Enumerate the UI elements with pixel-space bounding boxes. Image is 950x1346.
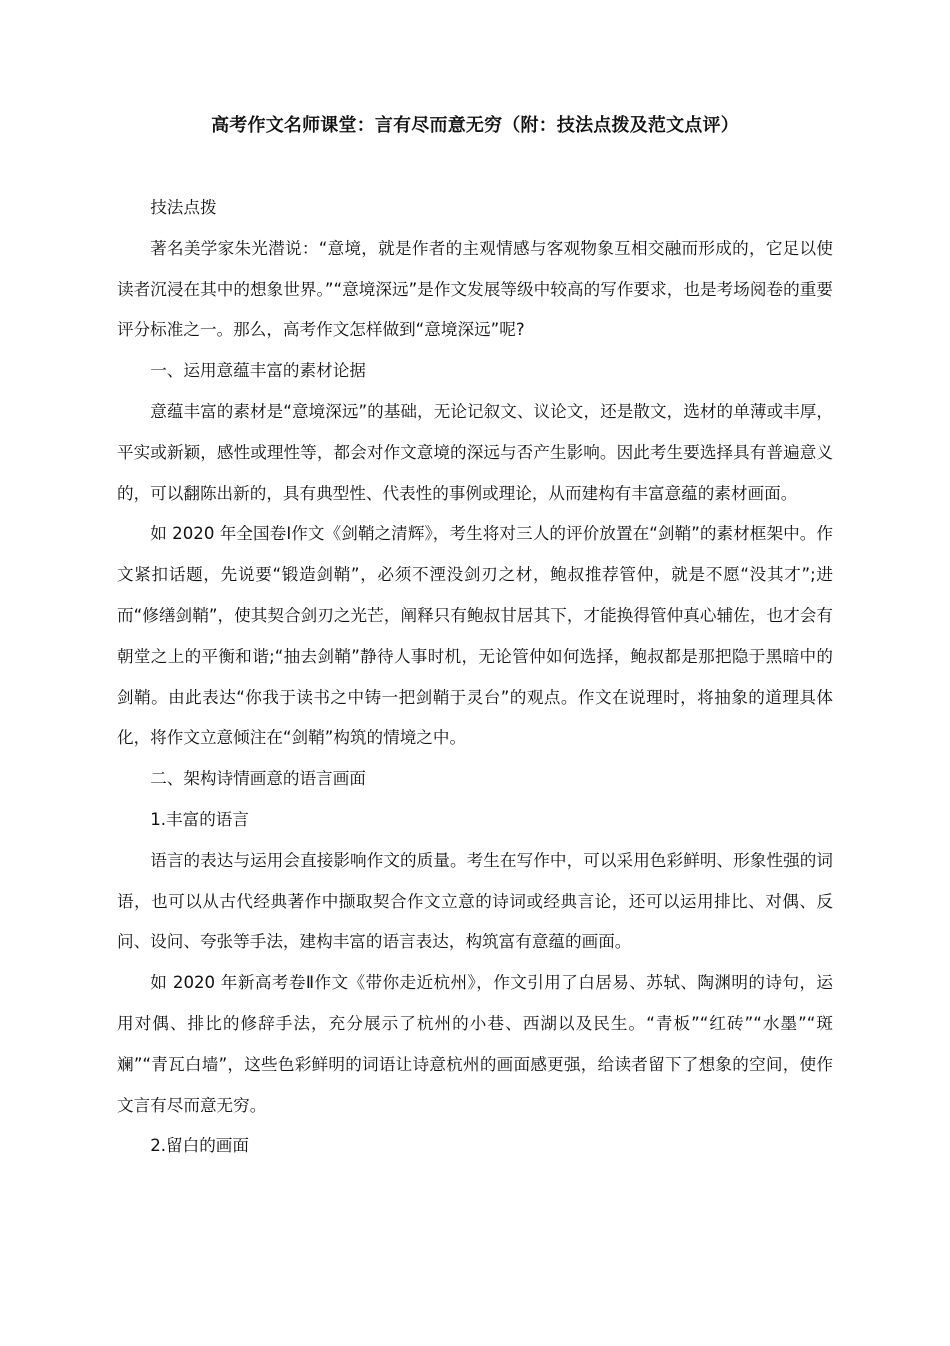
section-label-tips: 技法点拨 (150, 198, 217, 217)
example-paragraph: 如 2020 年新高考卷Ⅱ作文《带你走近杭州》，作文引用了白居易、苏轼、陶渊明的诗句，运用对偶、排比的修辞手法，充分展示了杭州的小巷、西湖以及民生。“青板”“红砖”“水墨”“斑斓”“青瓦白墙”，这些色彩鲜明的词语让诗意杭州的画面感更强，给读者留下了想象的空间，使作文言有尽而意无穷。 (117, 973, 833, 1115)
heading-section-1: 一、运用意蕴丰富的素材论据 (150, 361, 366, 381)
body-paragraph: 意蕴丰富的素材是“意境深远”的基础，无论记叙文、议论文，还是散文，选材的单薄或丰厚，平实或新颖，感性或理性等，都会对作文意境的深远与否产生影响。因此考生要选择具有普遍意义的，可以翻陈出新的，具有典型性、代表性的事例或理论，从而建构有丰富意蕴的素材画面。 (117, 401, 833, 503)
intro-paragraph: 著名美学家朱光潜说：“意境，就是作者的主观情感与客观物象互相交融而形成的，它足以使读者沉浸在其中的想象世界。”“意境深远”是作文发展等级中较高的写作要求，也是考场阅卷的重要评分标准之一。那么，高考作文怎样做到“意境深远”呢? (117, 238, 833, 340)
subheading-rich-language: 1.丰富的语言 (150, 809, 249, 829)
heading-section-2: 二、架构诗情画意的语言画面 (150, 769, 366, 789)
example-paragraph: 如 2020 年全国卷Ⅰ作文《剑鞘之清辉》，考生将对三人的评价放置在“剑鞘”的素材框架中。作文紧扣话题，先说要“锻造剑鞘”，必须不湮没剑刃之材，鲍叔推荐管仲，就是不愿“没其才”;进而“修缮剑鞘”，使其契合剑刃之光芒，阐释只有鲍叔甘居其下，才能换得管仲真心辅佐，也才会有朝堂之上的平衡和谐;“抽去剑鞘”静待人事时机，无论管仲如何选择，鲍叔都是那把隐于黑暗中的剑鞘。由此表达“你我于读书之中铸一把剑鞘于灵台”的观点。作文在说理时，将抽象的道理具体化，将作文立意倾注在“剑鞘”构筑的情境之中。 (117, 524, 833, 748)
subheading-blank-picture: 2.留白的画面 (150, 1136, 249, 1156)
document-body (117, 188, 833, 1167)
document-title: 高考作文名师课堂：言有尽而意无穷（附：技法点拨及范文点评） (211, 115, 739, 136)
body-paragraph: 语言的表达与运用会直接影响作文的质量。考生在写作中，可以采用色彩鲜明、形象性强的词语，也可以从古代经典著作中撷取契合作文立意的诗词或经典言论，还可以运用排比、对偶、反问、设问、夸张等手法，建构丰富的语言表达，构筑富有意蕴的画面。 (117, 850, 833, 952)
